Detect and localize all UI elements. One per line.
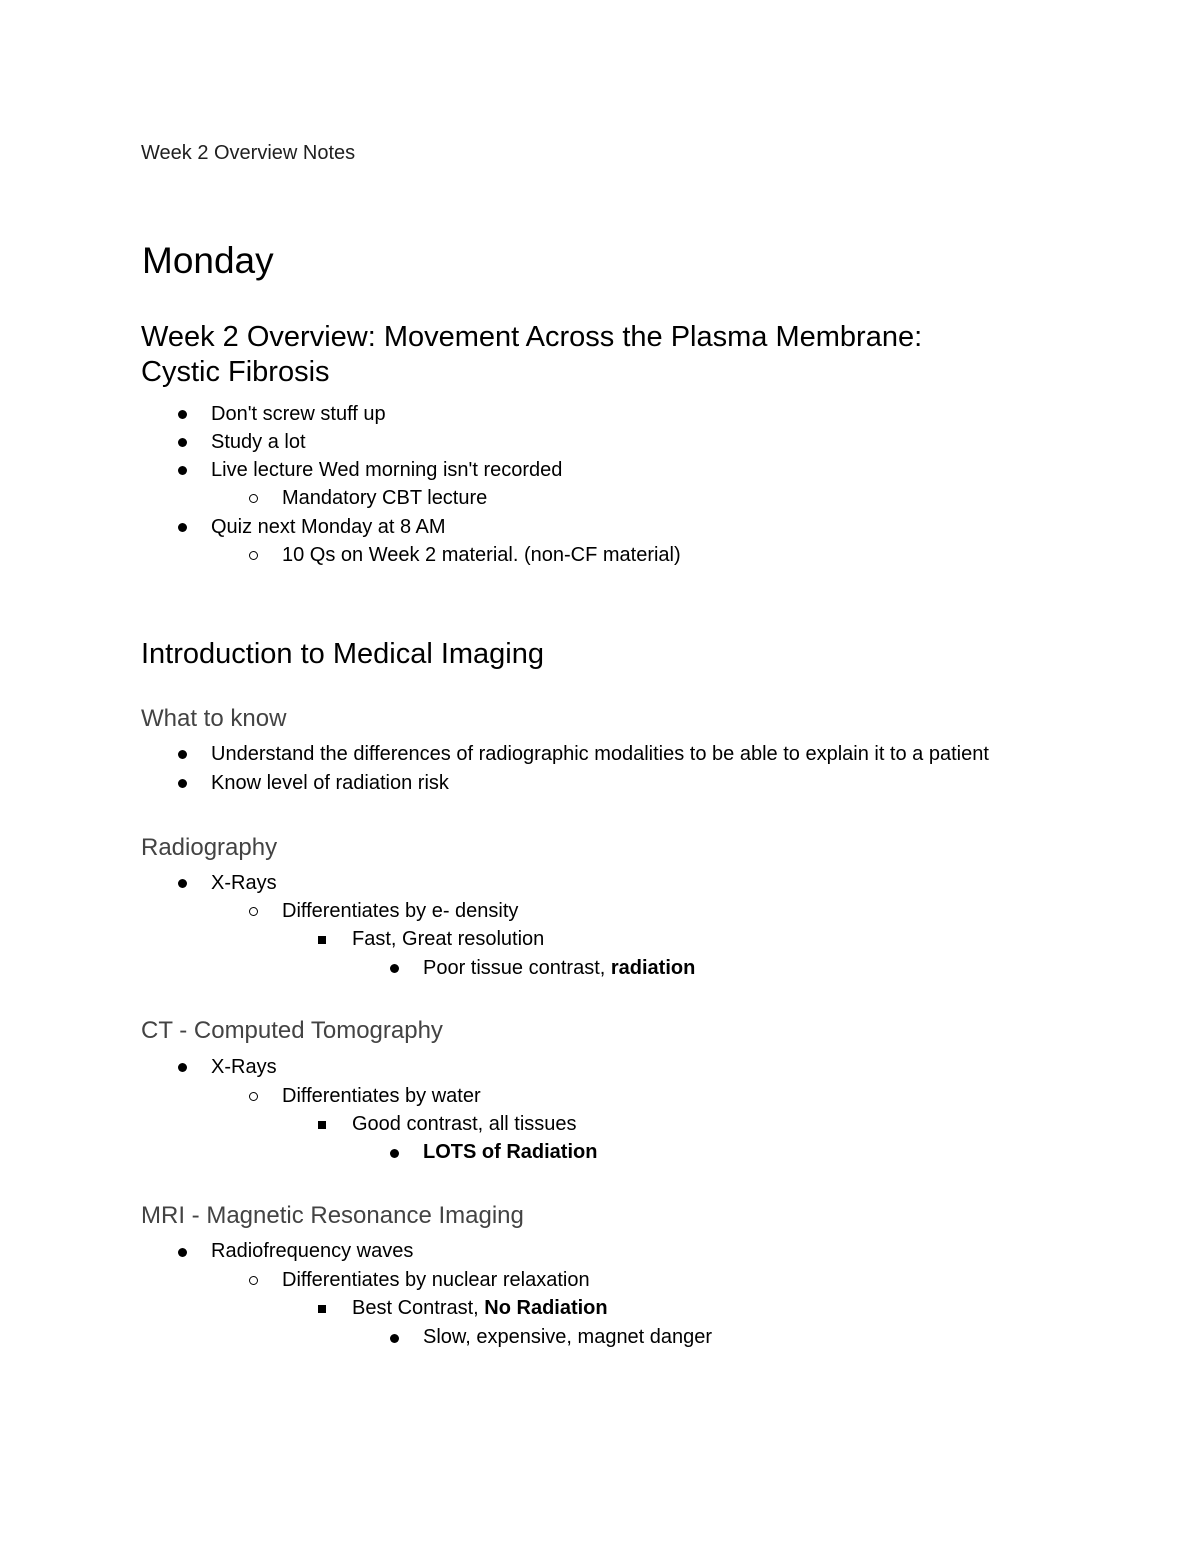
overview-heading-line2: Cystic Fibrosis <box>141 356 330 388</box>
ct-heading: CT - Computed Tomography <box>141 1017 443 1044</box>
list-item: Don't screw stuff up <box>211 403 386 425</box>
bullet-disc-icon <box>178 1063 187 1072</box>
imaging-heading: Introduction to Medical Imaging <box>141 638 544 670</box>
bullet-disc-icon <box>178 523 187 532</box>
bullet-disc-icon <box>178 879 187 888</box>
list-item: Differentiates by e- density <box>282 900 519 922</box>
bullet-circle-icon <box>249 494 258 503</box>
bullet-disc-icon <box>178 438 187 447</box>
overview-heading-line1: Week 2 Overview: Movement Across the Plasma Membrane: <box>141 321 923 353</box>
day-heading: Monday <box>142 240 274 281</box>
list-item-bold-text: No Radiation <box>484 1297 608 1319</box>
list-item: Mandatory CBT lecture <box>282 487 488 509</box>
list-item: Differentiates by water <box>282 1085 481 1107</box>
bullet-circle-icon <box>249 1092 258 1101</box>
list-item <box>352 1297 608 1320</box>
bullet-disc-icon <box>178 779 187 788</box>
bullet-square-icon <box>318 1121 326 1129</box>
list-item: X-Rays <box>211 1056 277 1078</box>
list-item: 10 Qs on Week 2 material. (non-CF material) <box>282 544 681 566</box>
bullet-disc-icon <box>178 466 187 475</box>
what-to-know-heading: What to know <box>141 705 287 732</box>
list-item: Study a lot <box>211 431 306 453</box>
list-item: Good contrast, all tissues <box>352 1113 577 1135</box>
bullet-square-icon <box>318 1305 326 1313</box>
bullet-circle-icon <box>249 1276 258 1285</box>
document-title: Week 2 Overview Notes <box>141 142 356 164</box>
bullet-circle-icon <box>249 551 258 560</box>
list-item: Quiz next Monday at 8 AM <box>211 516 446 538</box>
bullet-square-icon <box>318 936 326 944</box>
bullet-disc-icon <box>178 410 187 419</box>
list-item-bold-text: radiation <box>610 957 696 979</box>
bullet-disc-icon <box>178 750 187 759</box>
bullet-circle-icon <box>249 907 258 916</box>
list-item: Differentiates by nuclear relaxation <box>282 1269 590 1291</box>
list-item: Know level of radiation risk <box>211 772 449 794</box>
list-item: LOTS of Radiation <box>423 1141 598 1163</box>
list-item: Radiofrequency waves <box>211 1240 414 1262</box>
list-item: X-Rays <box>211 872 277 894</box>
list-item: Fast, Great resolution <box>352 928 545 950</box>
list-item-text: Best Contrast, <box>352 1297 485 1319</box>
list-item <box>423 957 695 980</box>
list-item-text: Poor tissue contrast, <box>423 957 611 979</box>
radiography-heading: Radiography <box>141 834 278 861</box>
bullet-disc-icon <box>390 964 399 973</box>
bullet-disc-icon <box>390 1149 399 1158</box>
list-item: Slow, expensive, magnet danger <box>423 1326 713 1348</box>
bullet-disc-icon <box>178 1248 187 1257</box>
list-item: Live lecture Wed morning isn't recorded <box>211 459 563 481</box>
list-item: Understand the differences of radiographic modalities to be able to explain it to a patient <box>211 743 989 765</box>
bullet-disc-icon <box>390 1334 399 1343</box>
mri-heading: MRI - Magnetic Resonance Imaging <box>141 1202 524 1229</box>
